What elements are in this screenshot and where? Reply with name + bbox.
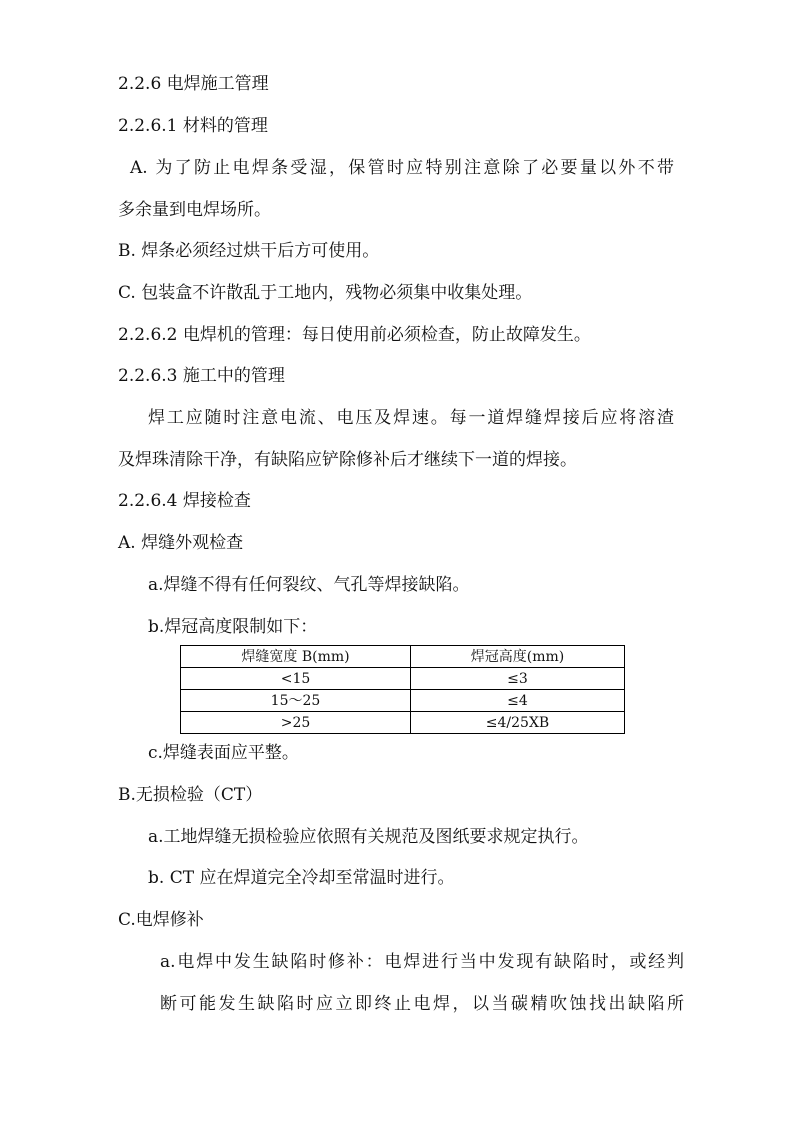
table-cell: ≤4	[411, 690, 625, 712]
table-cell: <15	[181, 668, 411, 690]
table-cell: 15～25	[181, 690, 411, 712]
item-b-a: a.工地焊缝无损检验应依照有关规范及图纸要求规定执行。	[148, 827, 589, 847]
table-header-row	[181, 646, 625, 668]
section-heading-2-2-6: 2.2.6 电焊施工管理	[118, 74, 269, 94]
paragraph-a-line1: A. 为了防止电焊条受湿，保管时应特别注意除了必要量以外不带	[130, 158, 674, 178]
section-heading-2-2-6-3: 2.2.6.3 施工中的管理	[118, 366, 285, 386]
paragraph-construction-line1: 焊工应随时注意电流、电压及焊速。每一道焊缝焊接后应将溶渣	[148, 408, 674, 428]
section-heading-2-2-6-2: 2.2.6.2 电焊机的管理：每日使用前必须检查，防止故障发生。	[118, 325, 591, 345]
subheading-b-nondestructive-test: B.无损检验（CT）	[118, 785, 263, 805]
item-a-b: b.焊冠高度限制如下：	[148, 617, 318, 637]
item-a-a: a.焊缝不得有任何裂纹、气孔等焊接缺陷。	[148, 575, 470, 595]
table-cell: ≤3	[411, 668, 625, 690]
paragraph-b: B. 焊条必须经过烘干后方可使用。	[118, 241, 380, 261]
table-row	[181, 712, 625, 734]
table-header-cell: 焊冠高度(mm)	[411, 646, 625, 668]
table-row	[181, 668, 625, 690]
item-c-a-line1: a.电焊中发生缺陷时修补：电焊进行当中发现有缺陷时，或经判	[160, 952, 684, 972]
table-row	[181, 690, 625, 712]
subheading-c-weld-repair: C.电焊修补	[118, 910, 204, 930]
table-header-cell: 焊缝宽度 B(mm)	[181, 646, 411, 668]
section-heading-2-2-6-4: 2.2.6.4 焊接检查	[118, 491, 251, 511]
section-heading-2-2-6-1: 2.2.6.1 材料的管理	[118, 116, 268, 136]
item-c-a-line2: 断可能发生缺陷时应立即终止电焊，以当碳精吹蚀找出缺陷所	[160, 994, 684, 1014]
table-cell: >25	[181, 712, 411, 734]
paragraph-construction-line2: 及焊珠清除干净，有缺陷应铲除修补后才继续下一道的焊接。	[118, 450, 577, 470]
item-b-b: b. CT 应在焊道完全冷却至常温时进行。	[148, 868, 455, 888]
item-a-c: c.焊缝表面应平整。	[148, 743, 299, 763]
table-cell: ≤4/25XB	[411, 712, 625, 734]
subheading-a-visual-inspection: A. 焊缝外观检查	[118, 533, 244, 553]
paragraph-c: C. 包装盒不许散乱于工地内，残物必须集中收集处理。	[118, 283, 533, 303]
paragraph-a-line2: 多余量到电焊场所。	[118, 200, 271, 220]
weld-crown-height-table	[180, 645, 625, 734]
